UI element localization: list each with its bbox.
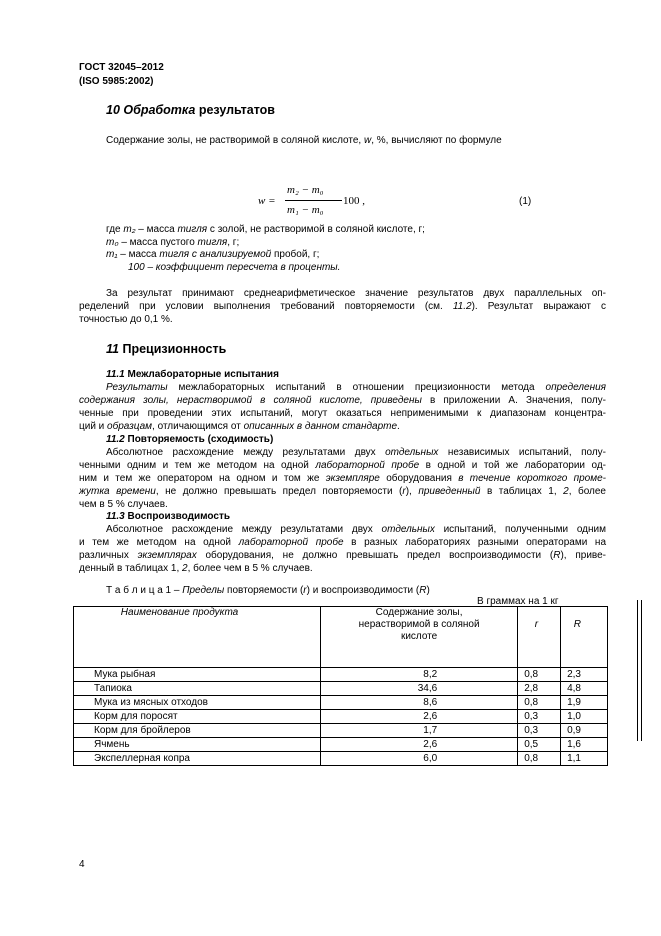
page-number: 4 [79,859,85,870]
section-title: Прецизионность [118,342,227,356]
table-row [74,696,608,710]
ash-content-cell: 1,7 [321,724,518,738]
text-run: , г; [227,237,240,248]
formula-denominator: m₁ − m₀ [287,204,324,216]
standard-number: ГОСТ 32045–2012 [79,62,164,73]
paragraph-line [79,499,168,511]
text-run: в одной и той же лаборатории од- [419,460,606,471]
text-run: Т а б л и ц а 1 – [106,585,183,596]
R-cell: 2,3 [561,668,608,682]
ash-content-cell: 8,2 [321,668,518,682]
r-cell: 0,3 [518,710,561,724]
product-cell: Тапиока [74,682,321,696]
text-run: m₂ [123,224,136,235]
text-run: За результат принимают среднеарифметическое значение результатов двух параллельных оп- [106,288,606,299]
subsection-number: 11.1 [106,369,125,380]
text-run: экземплярах [137,550,197,561]
text-run: различных [79,550,138,561]
text-run: оборудования [379,473,459,484]
text-run: в приложении А. Значения, полу- [421,395,606,406]
text-run: ), [405,486,419,497]
text-run: повторяемости ( [224,585,304,596]
table-header-row [74,607,608,668]
table-units: В граммах на 1 кг [477,596,559,607]
R-cell: 0,9 [561,724,608,738]
R-cell: 1,1 [561,752,608,766]
text-run: , отличающимся от [152,421,244,432]
text-run: в разных лабораториях разными операторами на [343,537,607,548]
paragraph-line [79,395,606,407]
product-cell: Мука из мясных отходов [74,696,321,710]
text-run: тигля с анализируемой [159,249,272,260]
R-cell: 1,0 [561,710,608,724]
product-cell: Экспеллерная копра [74,752,321,766]
text-run: где [106,224,124,235]
subsection-number: 11.2 [106,434,125,445]
paragraph-line [79,421,400,433]
ash-content-cell: 34,6 [321,682,518,696]
text-run: ченными одним и тем же методом на одной [79,460,316,471]
text-run: ), приве- [560,550,606,561]
text-run: Абсолютное расхождение между результатами двух [106,447,386,458]
section-number: 11 [106,342,119,356]
r-cell: 0,8 [518,752,561,766]
subsection-title: Межлабораторные испытания [124,369,279,380]
margin-change-bar [637,600,638,741]
header-r: r [518,607,561,668]
table-row [74,724,608,738]
text-run: независимых испытаний, полу- [438,447,606,458]
paragraph-line [79,563,313,575]
header-ash-content: Содержание золы, нерастворимой в соляной кислоте [321,607,518,668]
where-line [128,262,340,274]
paragraph-line [106,382,606,394]
text-run: содержания золы, нерастворимой в соляной кислоте, приведены [79,395,422,406]
product-cell: Корм для поросят [74,710,321,724]
R-cell: 1,6 [561,738,608,752]
text-run: ций и [79,421,108,432]
header-R: R [561,607,608,668]
text-run: r [303,585,307,596]
text-run: лабораторной пробе [315,460,420,471]
table-row [74,738,608,752]
text-run: ). Результат выражают с [471,301,606,312]
subsection-11-1-heading [106,369,279,381]
table-row [74,710,608,724]
where-line [106,224,425,236]
table-row [74,752,608,766]
paragraph-line [106,288,606,300]
paragraph-line [106,447,606,459]
margin-change-bar [641,600,642,741]
subsection-11-3-heading [106,511,230,523]
text-run: межлабораторных испытаний в отношении прецизионности метода [167,382,546,393]
text-run: образцам [107,421,153,432]
text-run: ченные при проведении этих испытаний, могут оказаться неприменимыми к диапазонам концентра- [79,408,606,419]
R-cell: 1,9 [561,696,608,710]
text-run: с золой, не растворимой в соляной кислоте, г; [207,224,425,235]
where-line [106,249,319,261]
r-cell: 0,3 [518,724,561,738]
text-run: описанных в данном стандарте [243,421,398,432]
table-row [74,682,608,696]
text-run: чем в 5 % случаев. [79,499,168,510]
text-run: R [419,585,427,596]
paragraph-line [79,314,173,326]
R-cell: 4,8 [561,682,608,696]
subsection-number: 11.3 [106,511,125,522]
section-number: 10 Обработка [106,103,196,117]
paragraph-line [79,537,606,549]
text-run: в таблицах 1, [480,486,564,497]
paragraph-line [79,473,606,485]
subsection-title: Повторяемость (сходимость) [124,434,274,445]
text-run: 2 [182,563,188,574]
text-run: 100 – коэффициент пересчета в проценты. [128,262,341,273]
text-run: – масса пустого [118,237,198,248]
iso-number: (ISO 5985:2002) [79,76,154,87]
text-run: , не должно превышать предел повторяемости ( [155,486,403,497]
text-run: экземпляре [325,473,380,484]
paragraph-line [79,550,606,562]
ash-content-cell: 8,6 [321,696,518,710]
ash-content-cell: 6,0 [321,752,518,766]
table-row [74,668,608,682]
subsection-11-2-heading [106,434,273,446]
text-run: Абсолютное расхождение между результатами двух [106,524,382,535]
text-run: Результаты [106,382,168,393]
text-run: m₁ [106,249,118,260]
section-11-heading [106,342,226,356]
table-caption [106,585,430,597]
text-run: отдельных [385,447,439,458]
text-run: w [363,135,372,146]
text-run: и тем же методом на одной [79,537,239,548]
text-run: отдельных [381,524,435,535]
text-run: – масса [117,249,160,260]
ash-content-cell: 2,6 [321,710,518,724]
text-run: лабораторной пробе [238,537,344,548]
where-line [106,237,239,249]
product-cell: Ячмень [74,738,321,752]
paragraph-line [79,460,606,472]
text-run: Содержание золы, не растворимой в соляной кислоте, [106,135,364,146]
text-run: ним и тем же оператором на одном и том же [79,473,326,484]
section-10-heading [106,103,275,117]
formula-label: (1) [519,196,532,207]
fraction-bar [285,200,342,201]
paragraph-line [106,524,606,536]
product-cell: Мука рыбная [74,668,321,682]
subsection-title: Воспроизводимость [124,511,230,522]
r-cell: 2,8 [518,682,561,696]
formula-intro [106,135,502,147]
r-cell: 0,5 [518,738,561,752]
header-product: Наименование продукта [74,607,321,668]
text-run: пробой, г; [271,249,320,260]
text-run: денный в таблицах 1, [79,563,182,574]
paragraph-line [79,301,606,313]
formula-factor: 100 , [343,195,365,207]
text-run: ) [426,585,430,596]
text-run: m₀ [106,237,119,248]
text-run: , более [568,486,606,497]
text-run: R [553,550,561,561]
ash-content-cell: 2,6 [321,738,518,752]
text-run: 11.2 [452,301,472,312]
section-title: результатов [195,103,275,117]
paragraph-line [79,486,606,498]
text-run: оборудования, не должно превышать предел воспроизводимости ( [196,550,554,561]
text-run: тигля [177,224,208,235]
text-run: r [402,486,406,497]
text-run: 2 [563,486,569,497]
text-run: жутка времени [79,486,156,497]
text-run: Пределы [182,585,225,596]
text-run: испытаний, полученными одним [434,524,606,535]
text-run: . [397,421,400,432]
text-run: определения [545,382,606,393]
formula-lhs: w = [258,195,276,207]
text-run: ) и воспроизводимости ( [306,585,420,596]
r-cell: 0,8 [518,668,561,682]
text-run: , %, вычисляют по формуле [371,135,502,146]
precision-table [73,606,608,766]
text-run: приведенный [418,486,481,497]
paragraph-line [79,408,606,420]
r-cell: 0,8 [518,696,561,710]
text-run: , более чем в 5 % случаев. [187,563,313,574]
text-run: тигля [197,237,228,248]
text-run: точностью до 0,1 %. [79,314,173,325]
text-run: в течение короткого проме- [458,473,606,484]
text-run: – масса [135,224,178,235]
formula-numerator: m₂ − m₀ [287,184,324,196]
text-run: ределений при условии выполнения требований повторяемости (см. [79,301,453,312]
product-cell: Корм для бройлеров [74,724,321,738]
